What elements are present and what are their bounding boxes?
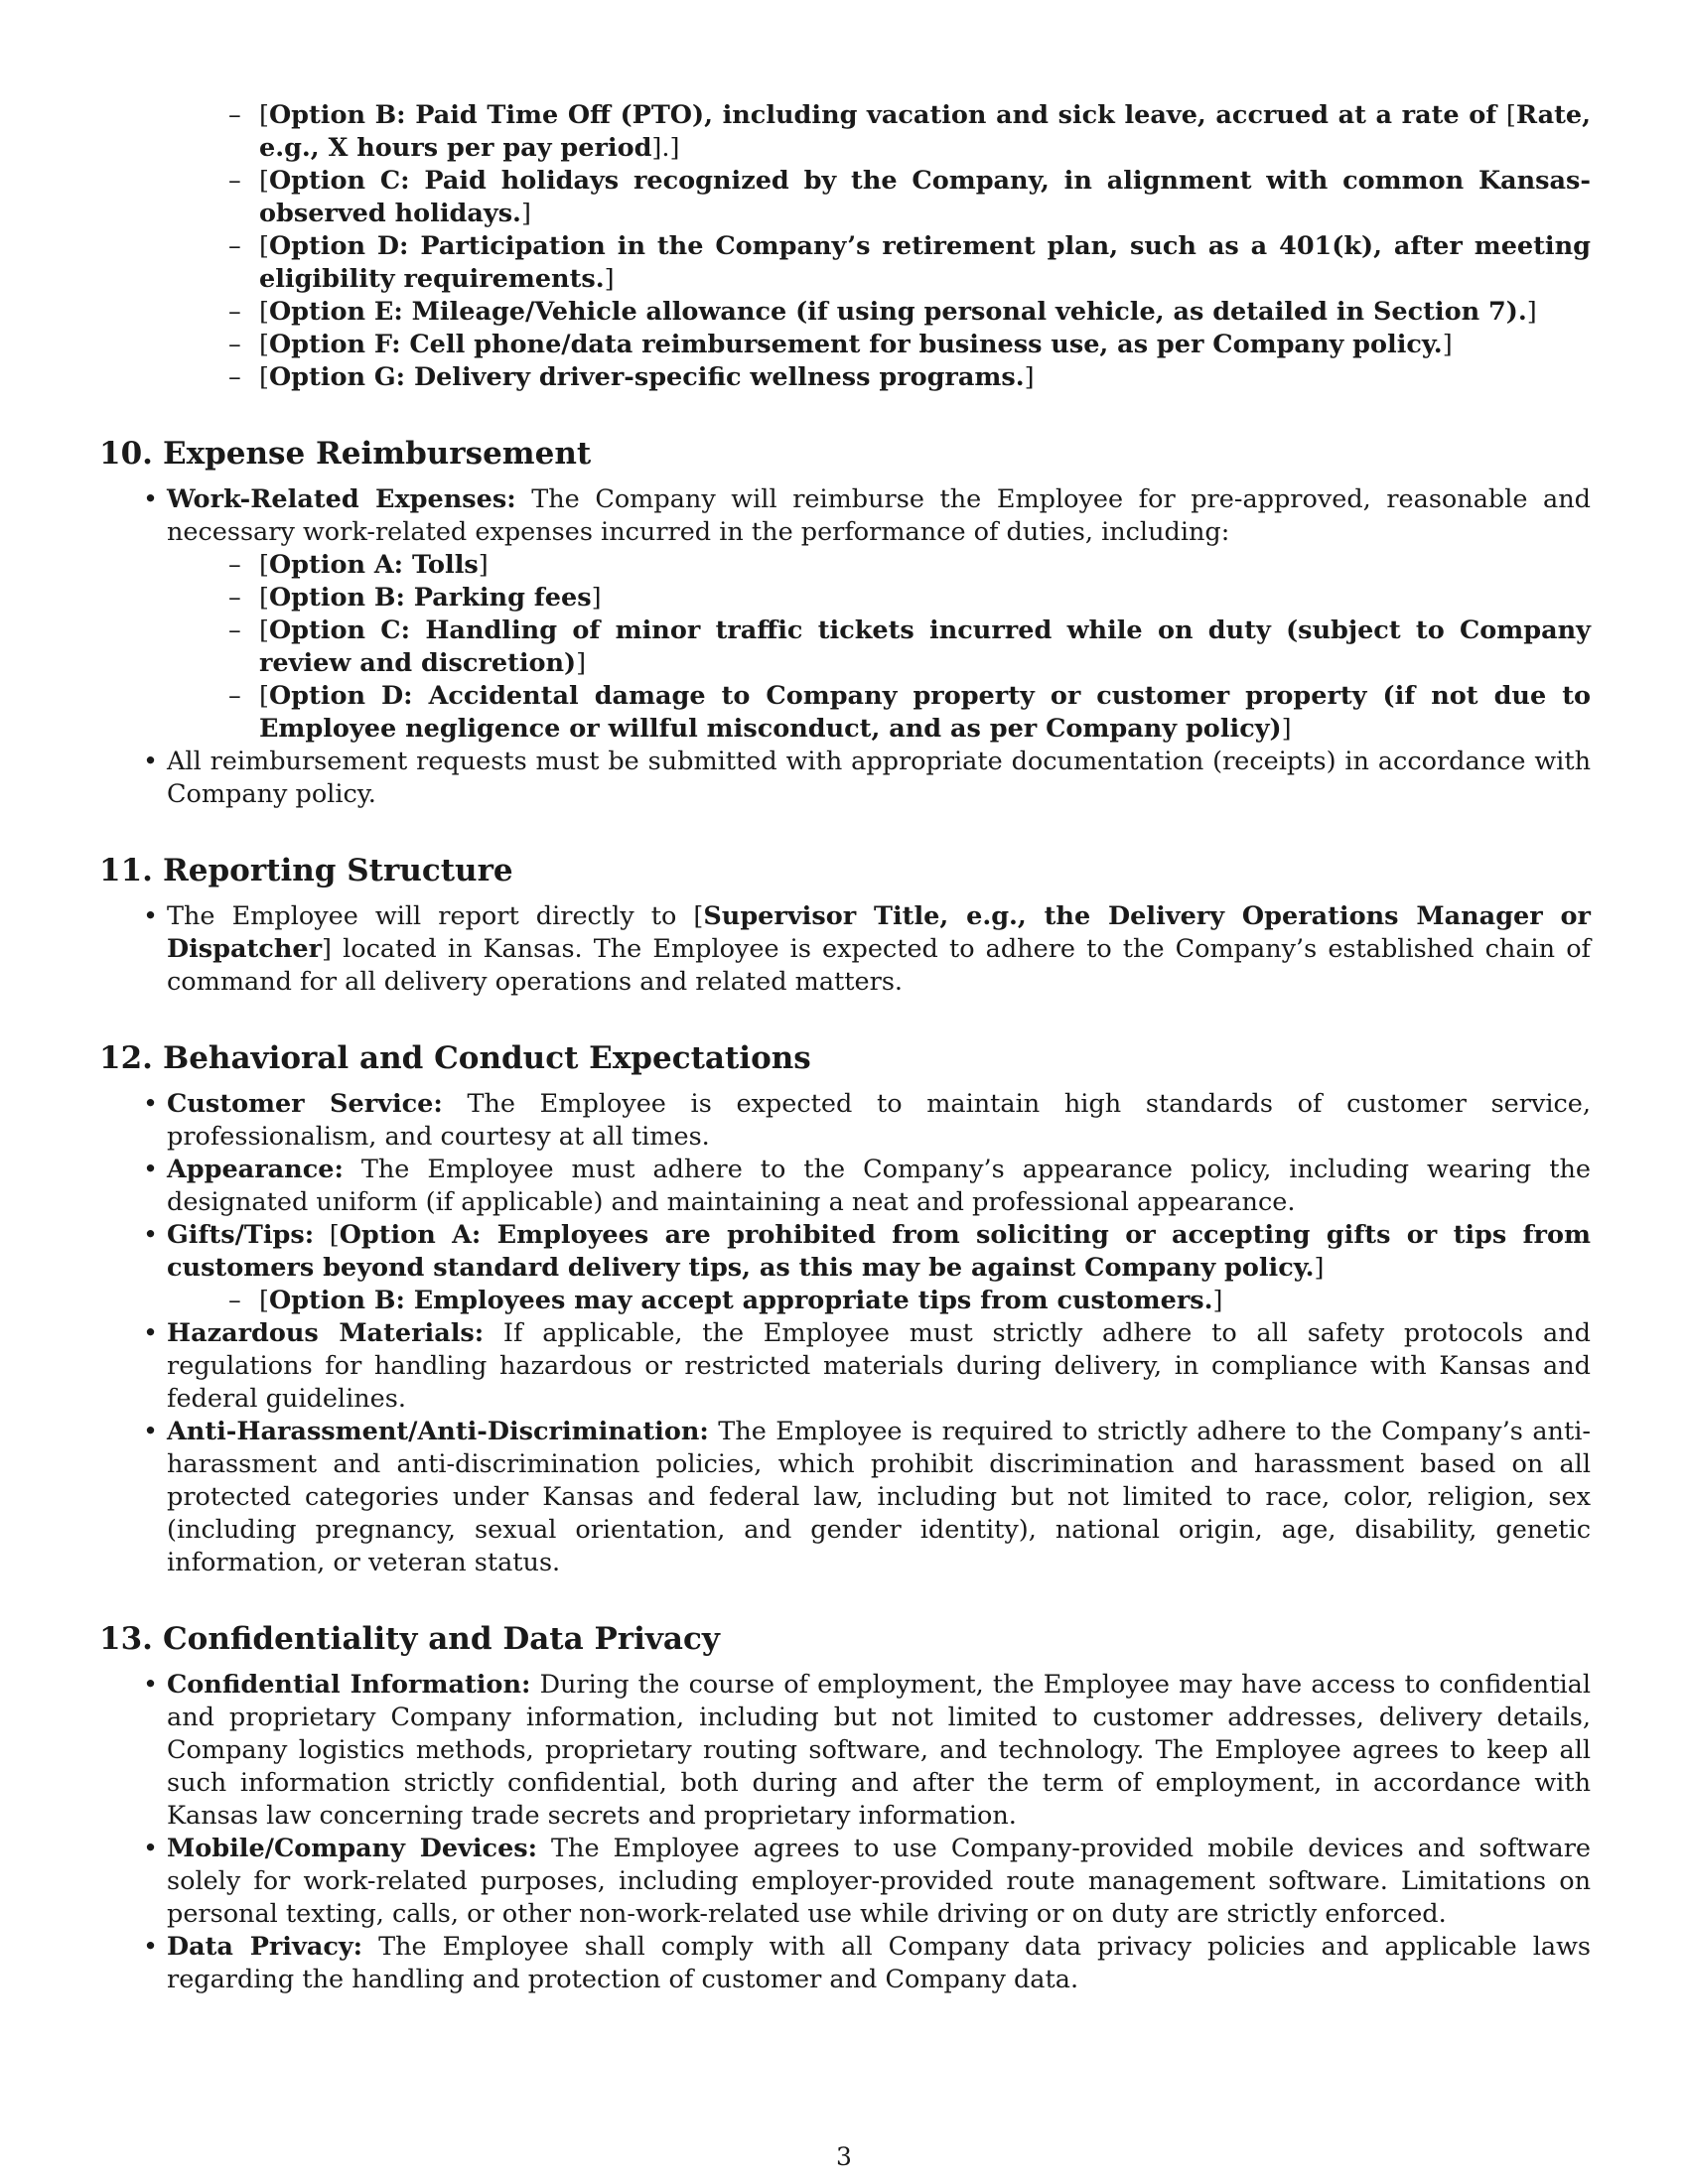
list-item: • The Employee will report directly to [Supervisor Title, e.g., the Delivery Operations Manager or Dispatcher] located in Kansas. The Employee is expected to adhere to the Company’s established chain of command for all delivery operations and related matters.	[143, 901, 1591, 997]
list-item: • Data Privacy: The Employee shall comply with all Company data privacy policies and applicable laws regarding the handling and protection of customer and Company data.	[143, 1932, 1591, 1994]
section-confidentiality	[99, 1619, 1591, 1996]
list-item: – [Option D: Accidental damage to Company property or customer property (if not due to Employee negligence or willful misconduct, and as per Company policy)]	[228, 681, 1591, 744]
section-heading: 10. Expense Reimbursement	[99, 436, 592, 472]
benefits-options-list	[99, 99, 1591, 394]
list-item: – [Option E: Mileage/Vehicle allowance (if using personal vehicle, as detailed in Section 7).]	[228, 297, 1537, 327]
list-item: – [Option F: Cell phone/data reimbursement for business use, as per Company policy.]	[228, 330, 1453, 359]
list-item: – [Option C: Handling of minor traffic tickets incurred while on duty (subject to Company review and discretion)]	[228, 615, 1591, 678]
list-item: • Customer Service: The Employee is expected to maintain high standards of customer service, professionalism, and courtesy at all times.	[143, 1089, 1591, 1152]
section-heading: 13. Confidentiality and Data Privacy	[99, 1621, 720, 1657]
section-expense-reimbursement	[99, 434, 1591, 811]
list-item: • Work-Related Expenses: The Company will reimburse the Employee for pre-approved, reasonable and necessary work-related expenses incurred in the performance of duties, including: – [Option A: Tolls] – [Option B: Parking fees] – [Option C: Handling of minor traffic tickets incurred while on duty (subject to Company review and discretion)] – [Option D: Accidental damage to Company property or customer property (if not due to Employee negligence or willful misconduct, and as per Company policy)]	[143, 484, 1592, 744]
list-item: – [Option A: Tolls]	[228, 550, 489, 580]
list-item: • All reimbursement requests must be submitted with appropriate documentation (receipts) in accordance with Company policy.	[143, 747, 1591, 809]
list-item: – [Option B: Employees may accept appropriate tips from customers.]	[228, 1286, 1223, 1315]
list-item: • Mobile/Company Devices: The Employee agrees to use Company-provided mobile devices and software solely for work-related purposes, including employer-provided route management software. Limitations on personal texting, calls, or other non-work-related use while driving or on duty are strictly enforced.	[143, 1834, 1591, 1929]
list-item: • Gifts/Tips: [Option A: Employees are prohibited from soliciting or accepting gifts or tips from customers beyond standard delivery tips, as this may be against Company policy.] – [Option B: Employees may accept appropriate tips from customers.]	[143, 1220, 1591, 1315]
list-item: • Anti-Harassment/Anti-Discrimination: The Employee is required to strictly adhere to the Company’s anti-harassment and anti-discrimination policies, which prohibit discrimination and harassment based on all protected categories under Kansas and federal law, including but not limited to race, color, religion, sex (including pregnancy, sexual orientation, and gender identity), national origin, age, disability, genetic information, or veteran status.	[143, 1417, 1591, 1577]
list-item: – [Option D: Participation in the Company’s retirement plan, such as a 401(k), after meeting eligibility requirements.]	[228, 231, 1591, 294]
page-content	[99, 99, 1591, 1996]
section-reporting-structure	[99, 851, 1591, 999]
list-item: – [Option G: Delivery driver-specific wellness programs.]	[228, 362, 1035, 392]
page-number: 3	[836, 2142, 852, 2171]
section-heading: 11. Reporting Structure	[99, 853, 513, 888]
list-item: • Confidential Information: During the course of employment, the Employee may have access to confidential and proprietary Company information, including but not limited to customer addresses, delivery details, Company logistics methods, proprietary routing software, and technology. The Employee agrees to keep all such information strictly confidential, both during and after the term of employment, in accordance with Kansas law concerning trade secrets and proprietary information.	[143, 1670, 1591, 1831]
list-item: • Appearance: The Employee must adhere to the Company’s appearance policy, including wearing the designated uniform (if applicable) and maintaining a neat and professional appearance.	[143, 1155, 1591, 1217]
section-heading: 12. Behavioral and Conduct Expectations	[99, 1040, 811, 1076]
list-item: • Hazardous Materials: If applicable, the Employee must strictly adhere to all safety protocols and regulations for handling hazardous or restricted materials during delivery, in compliance with Kansas and federal guidelines.	[143, 1318, 1591, 1414]
section-conduct-expectations	[99, 1038, 1591, 1579]
list-item: – [Option B: Parking fees]	[228, 583, 602, 613]
list-item: – [Option C: Paid holidays recognized by the Company, in alignment with common Kansas-observed holidays.]	[228, 166, 1591, 228]
list-item: – [Option B: Paid Time Off (PTO), including vacation and sick leave, accrued at a rate of [Rate, e.g., X hours per pay period].]	[228, 100, 1591, 163]
expense-options-list	[167, 549, 1591, 746]
